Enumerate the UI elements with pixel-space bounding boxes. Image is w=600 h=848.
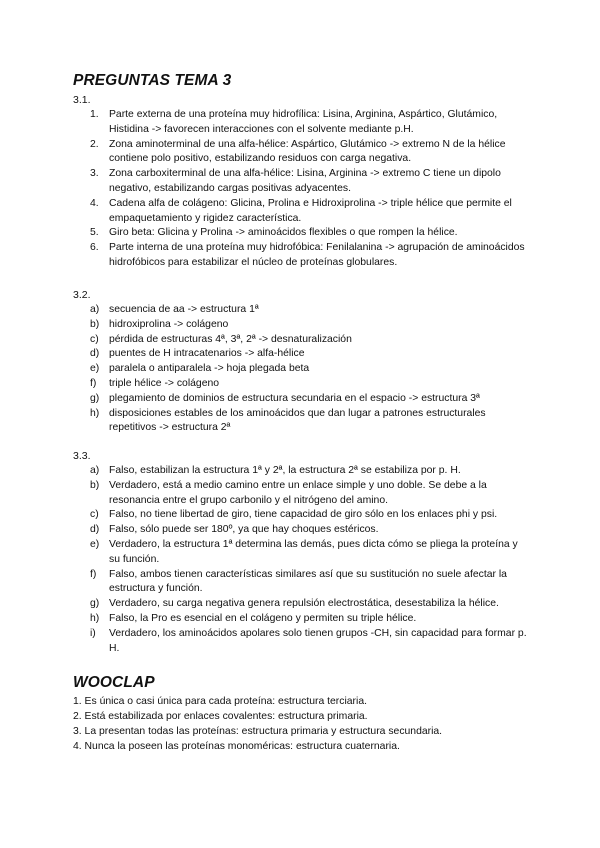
list-item xyxy=(73,377,528,392)
list-item xyxy=(73,303,528,318)
section-label-3-2: 3.2. xyxy=(73,289,91,301)
list-item-text: Falso, la Pro es esencial en el colágeno y permiten su triple hélice. xyxy=(109,612,417,624)
list-item xyxy=(73,347,528,362)
list-item xyxy=(73,479,528,509)
list-marker: 2. xyxy=(90,138,99,150)
list-item xyxy=(73,612,528,627)
list-item-text: paralela o antiparalela -> hoja plegada beta xyxy=(109,363,310,375)
question-list-3-2 xyxy=(73,303,528,436)
list-marker: e) xyxy=(90,363,100,375)
list-marker: a) xyxy=(90,465,100,476)
page-title: PREGUNTAS TEMA 3 xyxy=(73,72,232,89)
list-item-text: Falso, estabilizan la estructura 1ª y 2ª, la estructura 2ª se estabiliza por p. H. xyxy=(109,465,461,476)
list-item-text: Verdadero, su carga negativa genera repulsión electrostática, desestabiliza la hélice. xyxy=(109,598,499,610)
list-item-text: secuencia de aa -> estructura 1ª xyxy=(109,304,259,315)
list-item-text: triple hélice -> colágeno xyxy=(109,377,220,389)
list-marker: 6. xyxy=(90,242,99,254)
list-item xyxy=(73,108,528,138)
list-item-text: disposiciones estables de los aminoácidos que dan lugar a patrones estructurales repetitivos -> estructura 2ª xyxy=(109,407,486,434)
list-item xyxy=(73,568,528,598)
list-marker: h) xyxy=(90,612,100,624)
list-marker: d) xyxy=(90,348,100,360)
list-marker: 5. xyxy=(90,227,99,239)
wooclap-title: WOOCLAP xyxy=(73,674,155,691)
list-marker: 3. xyxy=(90,168,99,180)
list-marker: f) xyxy=(90,377,97,389)
list-item xyxy=(73,241,528,271)
list-item xyxy=(73,167,528,197)
list-marker: 4. xyxy=(90,197,99,209)
list-marker: d) xyxy=(90,524,100,536)
list-marker: g) xyxy=(90,598,100,610)
list-item-text: hidroxiprolina -> colágeno xyxy=(109,318,229,330)
list-item: 4. Nunca la poseen las proteínas monoméricas: estructura cuaternaria. xyxy=(73,741,400,752)
list-item xyxy=(73,523,528,538)
list-item-text: Zona carboxiterminal de una alfa-hélice: Lisina, Arginina -> extremo C tiene un dipolo negativo, estabilizando cargas positivas adyacentes. xyxy=(109,168,501,194)
list-item-text: Parte externa de una proteína muy hidrofílica: Lisina, Arginina, Aspártico, Glutámico, Histidina -> favorecen interacciones con el solvente mediante p.H. xyxy=(109,109,498,135)
list-item xyxy=(73,362,528,377)
question-list-3-1 xyxy=(73,108,528,271)
list-marker: c) xyxy=(90,333,99,345)
list-item xyxy=(73,538,528,568)
list-item-text: Zona aminoterminal de una alfa-hélice: Aspártico, Glutámico -> extremo N de la hélice contiene polo positivo, estabilizando residuos con carga negativa. xyxy=(109,138,506,165)
list-item: 2. Está estabilizada por enlaces covalentes: estructura primaria. xyxy=(73,711,368,722)
list-item-text: Verdadero, la estructura 1ª determina las demás, pues dicta cómo se pliega la proteína y su función. xyxy=(109,538,518,565)
list-item xyxy=(73,226,528,241)
list-marker: 1. xyxy=(90,109,99,120)
list-item-text: Parte interna de una proteína muy hidrofóbica: Fenilalanina -> agrupación de aminoácidos hidrofóbicos para estabilizar el núcleo de proteínas globulares. xyxy=(109,242,525,268)
list-item-text: pérdida de estructuras 4ª, 3ª, 2ª -> desnaturalización xyxy=(109,333,352,345)
list-marker: e) xyxy=(90,538,100,550)
list-item-text: Giro beta: Glicina y Prolina -> aminoácidos flexibles o que rompen la hélice. xyxy=(109,227,458,239)
list-item xyxy=(73,407,528,437)
list-item-text: plegamiento de dominios de estructura secundaria en el espacio -> estructura 3ª xyxy=(109,392,480,404)
list-item xyxy=(73,138,528,168)
list-marker: b) xyxy=(90,318,100,330)
list-marker: i) xyxy=(90,627,96,639)
wooclap-list xyxy=(73,694,528,754)
section-label-3-1: 3.1. xyxy=(73,94,91,106)
list-item xyxy=(73,392,528,407)
list-marker: a) xyxy=(90,304,100,315)
question-list-3-3 xyxy=(73,464,528,656)
list-item xyxy=(73,318,528,333)
list-marker: c) xyxy=(90,509,99,521)
list-marker: f) xyxy=(90,568,97,580)
list-marker: b) xyxy=(90,479,100,491)
list-item xyxy=(73,464,528,479)
list-item-text: puentes de H intracatenarios -> alfa-hélice xyxy=(109,348,305,360)
list-item-text: Verdadero, está a medio camino entre un enlace simple y uno doble. Se debe a la resonancia entre el grupo carbonilo y el nitrógeno del amino. xyxy=(109,479,487,506)
list-item xyxy=(73,333,528,348)
list-item-text: Falso, ambos tienen características similares así que su sustitución no suele afectar la estructura y función. xyxy=(109,568,507,595)
section-label-3-3: 3.3. xyxy=(73,450,91,462)
list-item-text: Verdadero, los aminoácidos apolares solo tienen grupos -CH, sin capacidad para formar p. H. xyxy=(109,627,527,654)
list-item xyxy=(73,597,528,612)
list-item xyxy=(73,508,528,523)
list-marker: h) xyxy=(90,407,100,419)
list-item: 1. Es única o casi única para cada proteína: estructura terciaria. xyxy=(73,696,367,707)
list-item xyxy=(73,627,528,657)
list-marker: g) xyxy=(90,392,100,404)
list-item: 3. La presentan todas las proteínas: estructura primaria y estructura secundaria. xyxy=(73,726,443,737)
list-item-text: Cadena alfa de colágeno: Glicina, Prolina e Hidroxiprolina -> triple hélice que permite el empaquetamiento y rigidez característica. xyxy=(109,197,512,224)
list-item-text: Falso, no tiene libertad de giro, tiene capacidad de giro sólo en los enlaces phi y psi. xyxy=(109,509,498,521)
list-item-text: Falso, sólo puede ser 180º, ya que hay choques estéricos. xyxy=(109,524,379,536)
list-item xyxy=(73,197,528,227)
